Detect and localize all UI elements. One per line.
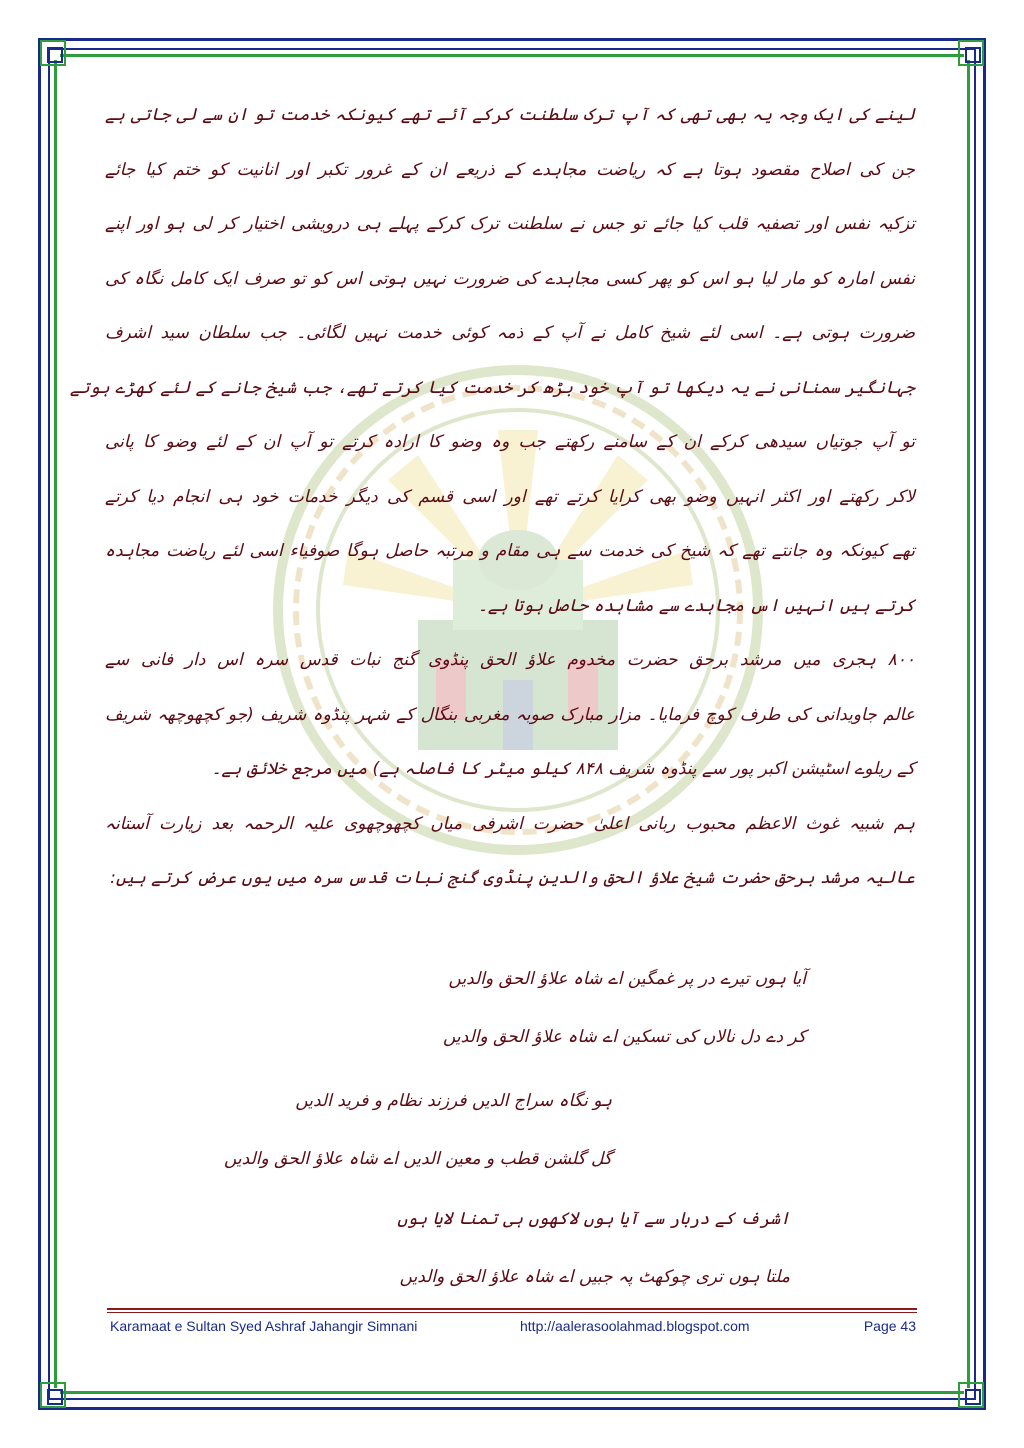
paragraph-line: تو آپ جوتیاں سیدھی کرکے ان کے سامنے رکھتے جب وہ وضو کا ارادہ کرتے تو آپ ان کے لئے وضو کا پانی <box>105 432 915 452</box>
paragraph-line: ضرورت ہوتی ہے۔ اسی لئے شیخ کامل نے آپ کے ذمہ کوئی خدمت نہیں لگائی۔ جب سلطان سید اشرف <box>105 323 915 343</box>
border-line-left <box>54 60 57 1388</box>
poem-verse: کر دے دل نالاں کی تسکین اے شاہ علاؤ الحق والدیں <box>442 1027 806 1047</box>
border-line-right <box>967 60 970 1388</box>
paragraph-line: جن کی اصلاح مقصود ہوتا ہے کہ ریاضت مجاہدے کے ذریعے ان کے غرور تکبر اور انانیت کو ختم کیا جائے <box>105 159 915 180</box>
poem-verse: اشرف کے دربار سے آیا ہوں لاکھوں ہی تمنا لایا ہوں <box>397 1209 790 1229</box>
page-footer <box>110 1318 916 1342</box>
footer-divider <box>107 1308 917 1310</box>
paragraph-line: لینے کی ایک وجہ یہ بھی تھی کہ آپ ترک سلطنت کرکے آئے تھے کیونکہ خدمت تو ان سے لی جاتی ہے <box>105 105 915 125</box>
poem-verse: ہو نگاہ سراج الدیں فرزند نظام و فرید الدیں <box>295 1091 612 1111</box>
border-line-bottom <box>60 1391 964 1394</box>
paragraph-line: کرتے ہیں انہیں اس مجاہدے سے مشاہدہ حاصل ہوتا ہے۔ <box>477 595 915 616</box>
paragraph-line: تھے کیونکہ وہ جانتے تھے کہ شیخ کی خدمت سے ہی مقام و مرتبہ حاصل ہوگا صوفیاء اسی لئے ریاضت مجاہدہ <box>105 541 915 561</box>
footer-url-link[interactable]: http://aalerasoolahmad.blogspot.com <box>520 1318 750 1334</box>
paragraph-line: ۸۰۰ ہجری میں مرشد برحق حضرت مخدوم علاؤ الحق پنڈوی گنج نبات قدس سرہ اس دار فانی سے <box>105 650 915 670</box>
corner-ornament-bottom-right <box>958 1382 984 1408</box>
paragraph-line: تزکیہ نفس اور تصفیہ قلب کیا جائے تو جس نے سلطنت ترک کرکے پہلے ہی درویشی اختیار کر لی ہو اور اپنے <box>105 214 915 234</box>
poem-verse: گل گلشن قطب و معین الدیں اے شاہ علاؤ الحق والدیں <box>223 1149 612 1169</box>
corner-ornament-bottom-left <box>40 1382 66 1408</box>
corner-ornament-top-left <box>40 40 66 66</box>
border-line-top <box>60 54 964 57</box>
footer-book-title: Karamaat e Sultan Syed Ashraf Jahangir Simnani <box>110 1318 418 1334</box>
footer-divider <box>107 1312 917 1313</box>
paragraph-line: جہانگیر سمنانی نے یہ دیکھا تو آپ خود بڑھ کر خدمت کیا کرتے تھے، جب شیخ جانے کے لئے کھڑے ہوتے <box>69 377 915 398</box>
poem-verse: آیا ہوں تیرے در پر غمگین اے شاہ علاؤ الحق والدیں <box>448 969 806 989</box>
paragraph-line: کے ریلوے اسٹیشن اکبر پور سے پنڈوہ شریف ۸۴۸ کیلو میٹر کا فاصلہ ہے) میں مرجع خلائق ہے۔ <box>211 759 915 779</box>
paragraph-line: عالیہ مرشد برحق حضرت شیخ علاؤ الحق والدین پنڈوی گنج نبات قدس سرہ میں یوں عرض کرتے ہیں: <box>110 868 915 888</box>
paragraph-line: عالم جاویدانی کی طرف کوچ فرمایا۔ مزار مبارک صوبہ مغربی بنگال کے شہر پنڈوہ شریف (جو کچھوچھہ شریف <box>105 704 915 725</box>
paragraph-line: نفس امارہ کو مار لیا ہو اس کو پھر کسی مجاہدے کی ضرورت نہیں ہوتی اس کو تو صرف ایک کامل نگاہ کی <box>105 268 915 289</box>
paragraph-line: ہم شبیہ غوث الاعظم محبوب ربانی اعلیٰ حضرت اشرفی میاں کچھوچھوی علیہ الرحمہ بعد زیارت آستانہ <box>105 813 915 834</box>
corner-ornament-top-right <box>958 40 984 66</box>
paragraph-line: لاکر رکھتے اور اکثر انہیں وضو بھی کرایا کرتے تھے اور اسی قسم کی دیگر خدمات خود ہی انجام دیا کرتے <box>105 486 915 507</box>
article-body <box>69 88 915 906</box>
footer-page-number: Page 43 <box>863 1318 916 1334</box>
poem-verse: ملتا ہوں تری چوکھٹ پہ جبیں اے شاہ علاؤ الحق والدیں <box>399 1267 790 1287</box>
